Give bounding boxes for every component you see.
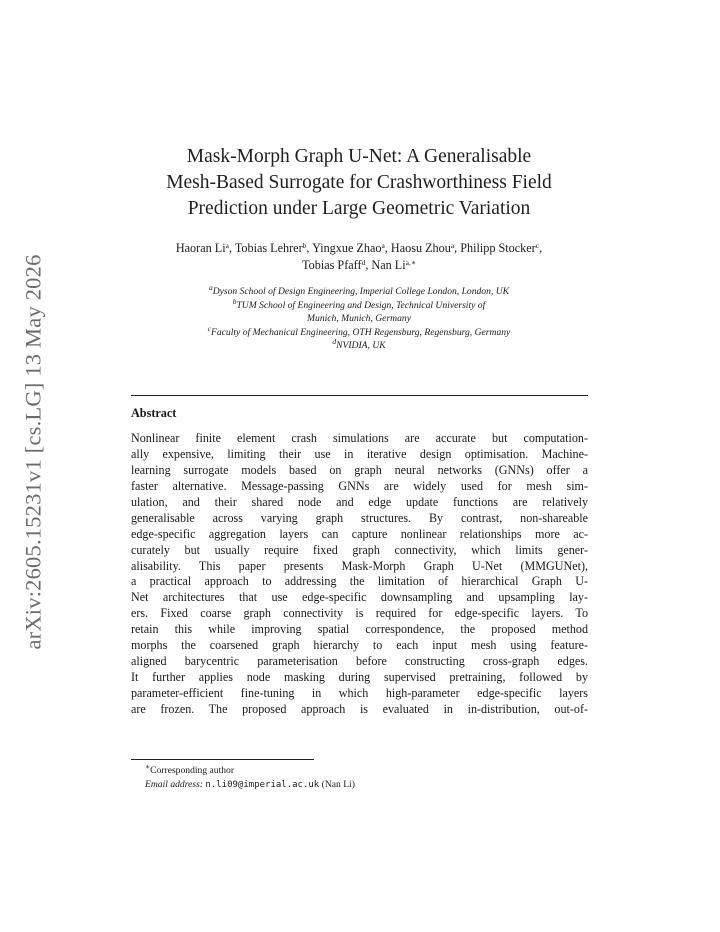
affiliation-mark: c — [207, 323, 212, 333]
title-line: Mesh-Based Surrogate for Crashworthiness Field — [166, 172, 552, 193]
author-name: Tobias Lehrer — [234, 241, 303, 255]
corresponding-author-note — [145, 764, 355, 778]
corresponding-author-text: Corresponding author — [150, 765, 235, 776]
email-owner: (Nan Li) — [321, 779, 355, 790]
author-affil-mark: c — [535, 241, 540, 250]
abstract-line: are frozen. The proposed approach is evaluated in in-distribution, out-of- — [131, 701, 588, 716]
affiliation — [120, 296, 598, 313]
abstract-line: Net architectures that use edge-specific downsampling and upsampling lay- — [131, 590, 588, 605]
affiliation — [120, 323, 598, 340]
author-line: Tobias Pfaff$^d$, Nan $Li^{a,∗}$ — [302, 258, 416, 272]
affiliation-text: NVIDIA, UK — [336, 340, 386, 351]
email-line — [145, 778, 355, 792]
abstract-line: morphs the coarsened graph hierarchy to each input mesh using feature- — [131, 638, 588, 653]
abstract-line: ulation, and their shared node and edge update functions are relatively — [131, 494, 588, 509]
abstract-line: aligned barycentric parameterisation before constructing cross-graph edges. — [131, 654, 588, 669]
affiliation-text: Dyson School of Design Engineering, Imperial College London, London, UK — [212, 286, 510, 297]
affiliation-text: Faculty of Mechanical Engineering, OTH Regensburg, Regensburg, Germany — [211, 326, 511, 338]
arxiv-identifier-text: arXiv:2605.15231v1 [cs.LG] 13 May 2026 — [21, 254, 47, 650]
author-line: Haoran Li$^a$, Tobias Lehrer$^b$, Yingxue Zhao$^a$, Haosu Zhou$^a$, Philipp Stocker$^c$, — [175, 241, 543, 255]
abstract-line: ally expensive, limiting their use in iterative design optimisation. Machine- — [131, 446, 588, 461]
arxiv-identifier — [16, 254, 52, 650]
abstract-line: Nonlinear finite element crash simulations are accurate but computation- — [131, 431, 588, 445]
affiliation-mark: a — [208, 283, 213, 292]
abstract-line: retain this while improving spatial correspondence, the proposed method — [131, 622, 588, 637]
abstract-line: curately but usually require fixed graph connectivity, which limits gener- — [131, 542, 588, 557]
abstract-text — [131, 431, 588, 718]
footnote-mark: ∗ — [145, 762, 151, 771]
affiliation-text: Munich, Munich, Germany — [307, 313, 411, 324]
author-affil-mark: d — [361, 258, 366, 267]
author-name: Haoran Li — [175, 241, 226, 255]
footnote — [145, 764, 355, 792]
abstract-line: alisability. This paper presents Mask-Morph Graph U-Net (MMGUNet), — [131, 558, 588, 573]
abstract-line: a practical approach to addressing the limitation of hierarchical Graph U- — [131, 574, 588, 589]
author-name: Haosu Zhou — [390, 241, 451, 255]
email-address: n.li09@imperial.ac.uk — [205, 780, 320, 790]
abstract-line: parameter-efficient fine-tuning in which high-parameter edge-specific layers — [131, 686, 588, 700]
affiliation — [120, 285, 598, 299]
abstract-line: generalisable across varying graph structures. By contrast, non-shareable — [131, 510, 588, 525]
author-name: Nan Li — [371, 258, 406, 272]
abstract-line: It further applies node masking during supervised pretraining, followed by — [131, 670, 588, 685]
abstract-line: edge-specific aggregation layers can capture nonlinear relationships more ac- — [131, 526, 588, 541]
abstract-heading: Abstract — [131, 406, 177, 420]
title-line: Prediction under Large Geometric Variation — [187, 198, 531, 219]
affiliation-list — [120, 285, 598, 353]
email-label: Email address: — [145, 779, 204, 790]
author-name: Philipp Stocker — [460, 241, 536, 255]
abstract-line: faster alternative. Message-passing GNNs are widely used for mesh sim- — [131, 478, 588, 493]
author-affil-mark: a — [381, 241, 385, 250]
author-name: Yingxue Zhao — [312, 241, 382, 255]
affiliation-text: TUM School of Engineering and Design, Technical University of — [236, 299, 486, 311]
affiliation-mark: d — [332, 337, 337, 346]
author-affil-mark: a — [225, 241, 229, 250]
abstract-divider — [131, 395, 588, 396]
affiliation — [120, 339, 598, 353]
title-line: Mask-Morph Graph U-Net: A Generalisable — [186, 146, 532, 167]
paper-title — [130, 144, 588, 222]
footnote-divider — [131, 759, 314, 760]
author-affil-mark: b — [302, 241, 307, 250]
affiliation-mark: b — [232, 296, 237, 306]
author-list — [120, 240, 598, 274]
abstract-line: learning surrogate models based on graph neural networks (GNNs) offer a — [131, 462, 588, 477]
author-name: Tobias Pfaff — [302, 258, 362, 272]
author-affil-mark: a — [450, 241, 455, 250]
abstract-line: ers. Fixed coarse graph connectivity is required for edge-specific layers. To — [131, 606, 588, 621]
affiliation — [120, 312, 598, 326]
author-affil-mark: a,∗ — [405, 258, 416, 267]
